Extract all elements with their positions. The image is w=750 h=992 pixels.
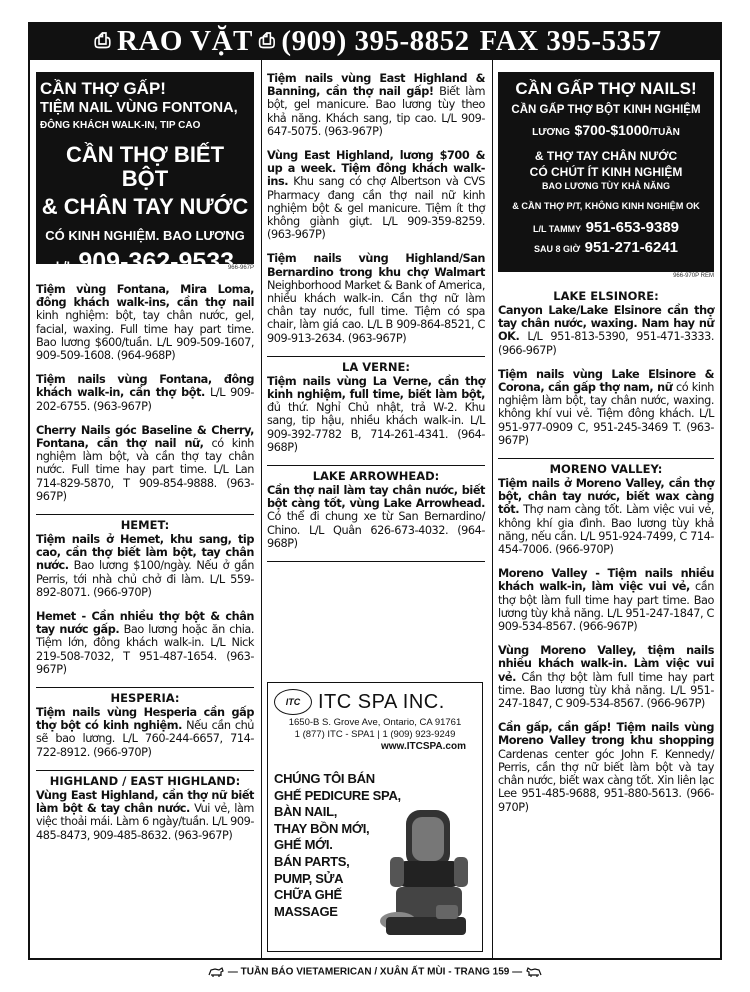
classified-listing: Hemet - Cần nhiều thợ bột & chân tay nước gấp. Bao lương hoặc ăn chia. Tiệm lớn, đông khách walk-in. L/L Nick 219-508-7032, T 951-487-1654. (963-967P) <box>36 610 255 676</box>
ad-headline: CẦN THỢ GẤP! <box>40 79 166 98</box>
column-2 <box>267 72 485 562</box>
column-1 <box>36 72 254 853</box>
classified-listing: Cherry Nails góc Baseline & Cherry, Fontana, cần thợ nail nữ, có kinh nghiệm làm bột, và cần thợ tay chân nước. Full time hay part time. L/L Lan 714-829-5870, T 909-854-9888. (963-967P) <box>36 423 254 503</box>
column-divider <box>492 60 493 960</box>
ad-line: CÓ KINH NGHIỆM. BAO LƯƠNG <box>45 228 245 244</box>
classified-listing: Tiệm nails vùng Hesperia cần gấp thợ bột có kinh nghiệm. Nếu cần chủ sẽ bao lương. L/L 760-244-6657, 714-722-8912. (966-970P) <box>36 706 254 759</box>
classified-listing: Tiệm nails vùng Fontana, đông khách walk-in, cần thợ bột. L/L 909-202-6755. (963-967P) <box>36 373 254 413</box>
itc-website: www.ITCSPA.com <box>380 741 466 752</box>
column-divider <box>261 60 262 960</box>
header-phone: (909) 395-8852 <box>281 24 470 57</box>
classified-listing: Canyon Lake/Lake Elsinore cần thợ tay chân nước, waxing. Nam hay nữ OK. L/L 951-813-5390, 951-471-3333. (966-967P) <box>498 304 714 357</box>
section-heading: LA VERNE: <box>267 356 485 374</box>
ad-line: BAO LƯƠNG TÙY KHẢ NĂNG <box>542 181 670 192</box>
fax-machine-icon: ⎙ <box>258 29 276 52</box>
ad-line: & THỢ TAY CHÂN NƯỚC <box>534 148 678 163</box>
ad-code: 966-970P REM <box>673 273 714 279</box>
page-footer <box>0 966 750 978</box>
classifieds-header <box>28 22 722 60</box>
classified-listing: Tiệm nails vùng La Verne, cần thợ kinh nghiệm, full time, biết làm bột, đủ thứ. Nghỉ Chủ nhật, trả W-2. Khu sang, tip hậu, nhiều khách walk-in. L/L 909-392-7782 B, 714-261-4341. (964-968P) <box>267 374 485 454</box>
header-fax: FAX 395-5357 <box>479 24 662 57</box>
classified-listing: Vùng East Highland, lương $700 & up a week. Tiệm đông khách walk-ins. Khu sang có chợ Albertson và CVS Pharmacy đang cần thợ nail nữ kinh nghiệm bột & gel manicure. Tiệm ít thợ không giành giựt. L/L 909-359-8259. (963-967P) <box>267 149 485 242</box>
ad-ll-label: L/L <box>55 259 74 274</box>
itc-services: CHÚNG TÔI BÁN GHẾ PEDICURE SPA, BÀN NAIL, THAY BỒN MỚI, GHẾ MỚI. BÁN PARTS, PUMP, SỬA CHỮA GHẾ MASSAGE <box>274 771 401 919</box>
ad-line: CẦN THỢ BIẾT BỘT <box>65 141 225 191</box>
ad-phone: 951-271-6241 <box>584 238 679 256</box>
section-heading: MORENO VALLEY: <box>498 458 714 476</box>
classified-listing: Tiệm nails vùng East Highland & Banning, cần thợ nail gấp! Biết làm bột, gel manicure. Bao lương tùy theo khả năng. Khách sang, tip cao. L/L 909-647-5075. (963-967P) <box>267 72 485 138</box>
classified-listing: Cần gấp, cần gấp! Tiệm nails vùng Moreno Valley trong khu shopping Cardenas center góc John F. Kennedy/ Perris, cần thợ nữ biết làm bột và tay chân nước, biết wax càng tốt. Xin liên lạc Lee 951-485-9688, 951-880-5613. (966-970P) <box>498 721 714 814</box>
classified-listing: Tiệm vùng Fontana, Mira Loma, đông khách walk-ins, cần thợ nail kinh nghiệm: bột, tay chân nước, gel, facial, waxing. Full time hay part time. Bao lương $600/tuần. L/L 909-509-1607, 909-509-1608. (964-968P) <box>36 283 254 363</box>
itc-company-name: ITC SPA INC. <box>318 690 445 713</box>
itc-phones: 1 (877) ITC - SPA1 | 1 (909) 923-9249 <box>294 729 456 740</box>
section-heading: LAKE ELSINORE: <box>553 289 659 303</box>
header-title: RAO VẶT <box>117 24 253 57</box>
ad-line: ĐÔNG KHÁCH WALK-IN, TIP CAO <box>40 119 201 131</box>
classified-listing: Tiệm nails ở Hemet, khu sang, tip cao, cần thợ biết làm bột, tay chân nước. Bao lương $100/ngày. Nếu ở gần Perris, tới nhà chủ chở đi làm. L/L 559-892-8071. (966-970P) <box>36 533 254 599</box>
ad-line: CẦN GẤP THỢ BỘT KINH NGHIỆM <box>511 103 701 116</box>
ad-line: & CHÂN TAY NƯỚC <box>41 194 249 219</box>
ad-line: TIỆM NAIL VÙNG FONTONA, <box>40 99 238 116</box>
ad-code: 966-967P <box>227 265 254 271</box>
itc-spa-ad <box>267 682 483 952</box>
goat-icon <box>525 966 543 978</box>
section-heading: HESPERIA: <box>36 687 254 705</box>
fax-machine-icon: ⎙ <box>94 29 111 52</box>
column-3 <box>498 72 714 825</box>
section-heading: LAKE ARROWHEAD: <box>267 465 485 483</box>
ad-headline: CẦN GẤP THỢ NAILS! <box>515 79 697 98</box>
nails-display-ad: CẦN GẤP THỢ NAILS! CẦN GẤP THỢ BỘT KINH NGHIỆM LƯƠNG $700-$1000/TUẦN & THỢ TAY CHÂN NƯỚC CÓ CHÚT ÍT KINH NGHIỆM BAO LƯƠNG TÙY KHẢ NĂNG & CẦN THỢ P/T, KHÔNG KINH NGHIỆM OK L/L TAMMY 951-653-9389 SAU 8 GIỜ 951-271-6241 <box>498 72 714 272</box>
ad-phone: 951-653-9389 <box>585 219 680 237</box>
goat-icon <box>207 966 225 978</box>
ad-salary: $700-$1000 <box>574 122 650 139</box>
classified-listing: Vùng East Highland, cần thợ nữ biết làm bột & tay chân nước. Vui vẻ, làm việc thoải mái. Làm 6 ngày/tuần. L/L 909-485-8473, 909-485-8632. (963-967P) <box>36 788 254 842</box>
classified-listing: Tiệm nails vùng Lake Elsinore & Corona, cần gấp thợ nam, nữ có kinh nghiệm làm bột, tay chân nước, waxing. không khí vui vẻ. Tiệm đông khách. L/L 951-977-0909 C, 951-245-3469 T. (963-967P) <box>498 367 714 447</box>
ad-line: CÓ CHÚT ÍT KINH NGHIỆM <box>529 165 683 180</box>
section-heading: HEMET: <box>36 514 254 532</box>
classified-listing: Tiệm nails ở Moreno Valley, cần thợ bột, chân tay nước, biết wax càng tốt. Thợ nam càng tốt. Làm việc vui vẻ, không khí gia đình. Bao lương tùy khả năng, nếu cần. L/L 951-924-7499, C 714-454-7006. (966-970P) <box>498 477 714 557</box>
itc-address: 1650-B S. Grove Ave, Ontario, CA 91761 <box>288 717 462 728</box>
ad-phone: 909-362-9533 <box>78 248 235 277</box>
classified-listing: Moreno Valley - Tiệm nails nhiều khách walk-in, làm việc vui vẻ, cần thợ bột làm full time hay part time. Bao lương tùy khả năng. L/L 951-247-1847, C 909-534-8567. (966-967P) <box>498 567 714 634</box>
classified-listing: Vùng Moreno Valley, tiệm nails nhiều khách walk-in. Làm việc vui vẻ. Cần thợ bột làm full time hay part time. Bao lương tùy khả năng. L/L 951-247-1847, C 909-534-8567. (966-967P) <box>498 644 714 711</box>
itc-logo: ITC <box>274 689 312 715</box>
footer-text: — TUẦN BÁO VIETAMERICAN / XUÂN ẤT MÙI - TRANG 159 — <box>227 966 523 978</box>
classified-listing: Cần thợ nail làm tay chân nước, biết bột càng tốt, vùng Lake Arrowhead. Có thể đi chung xe từ San Bernardino/ Chino. L/L Quân 626-673-4032. (964-968P) <box>267 484 485 550</box>
pedicure-chair-icon <box>376 805 476 945</box>
classified-listing: Tiệm nails vùng Highland/San Bernardino trong khu chợ Walmart Neighborhood Market & Bank of America, nhiều khách walk-in. Cần thợ nữ làm chân tay nước, full time. Tiệm có spa chair, làm giá cao. L/L B 909-864-8521, C 909-913-2634. (963-967P) <box>267 252 485 345</box>
ad-line: & CẦN THỢ P/T, KHÔNG KINH NGHIỆM OK <box>512 201 700 212</box>
section-heading: HIGHLAND / EAST HIGHLAND: <box>36 770 254 788</box>
